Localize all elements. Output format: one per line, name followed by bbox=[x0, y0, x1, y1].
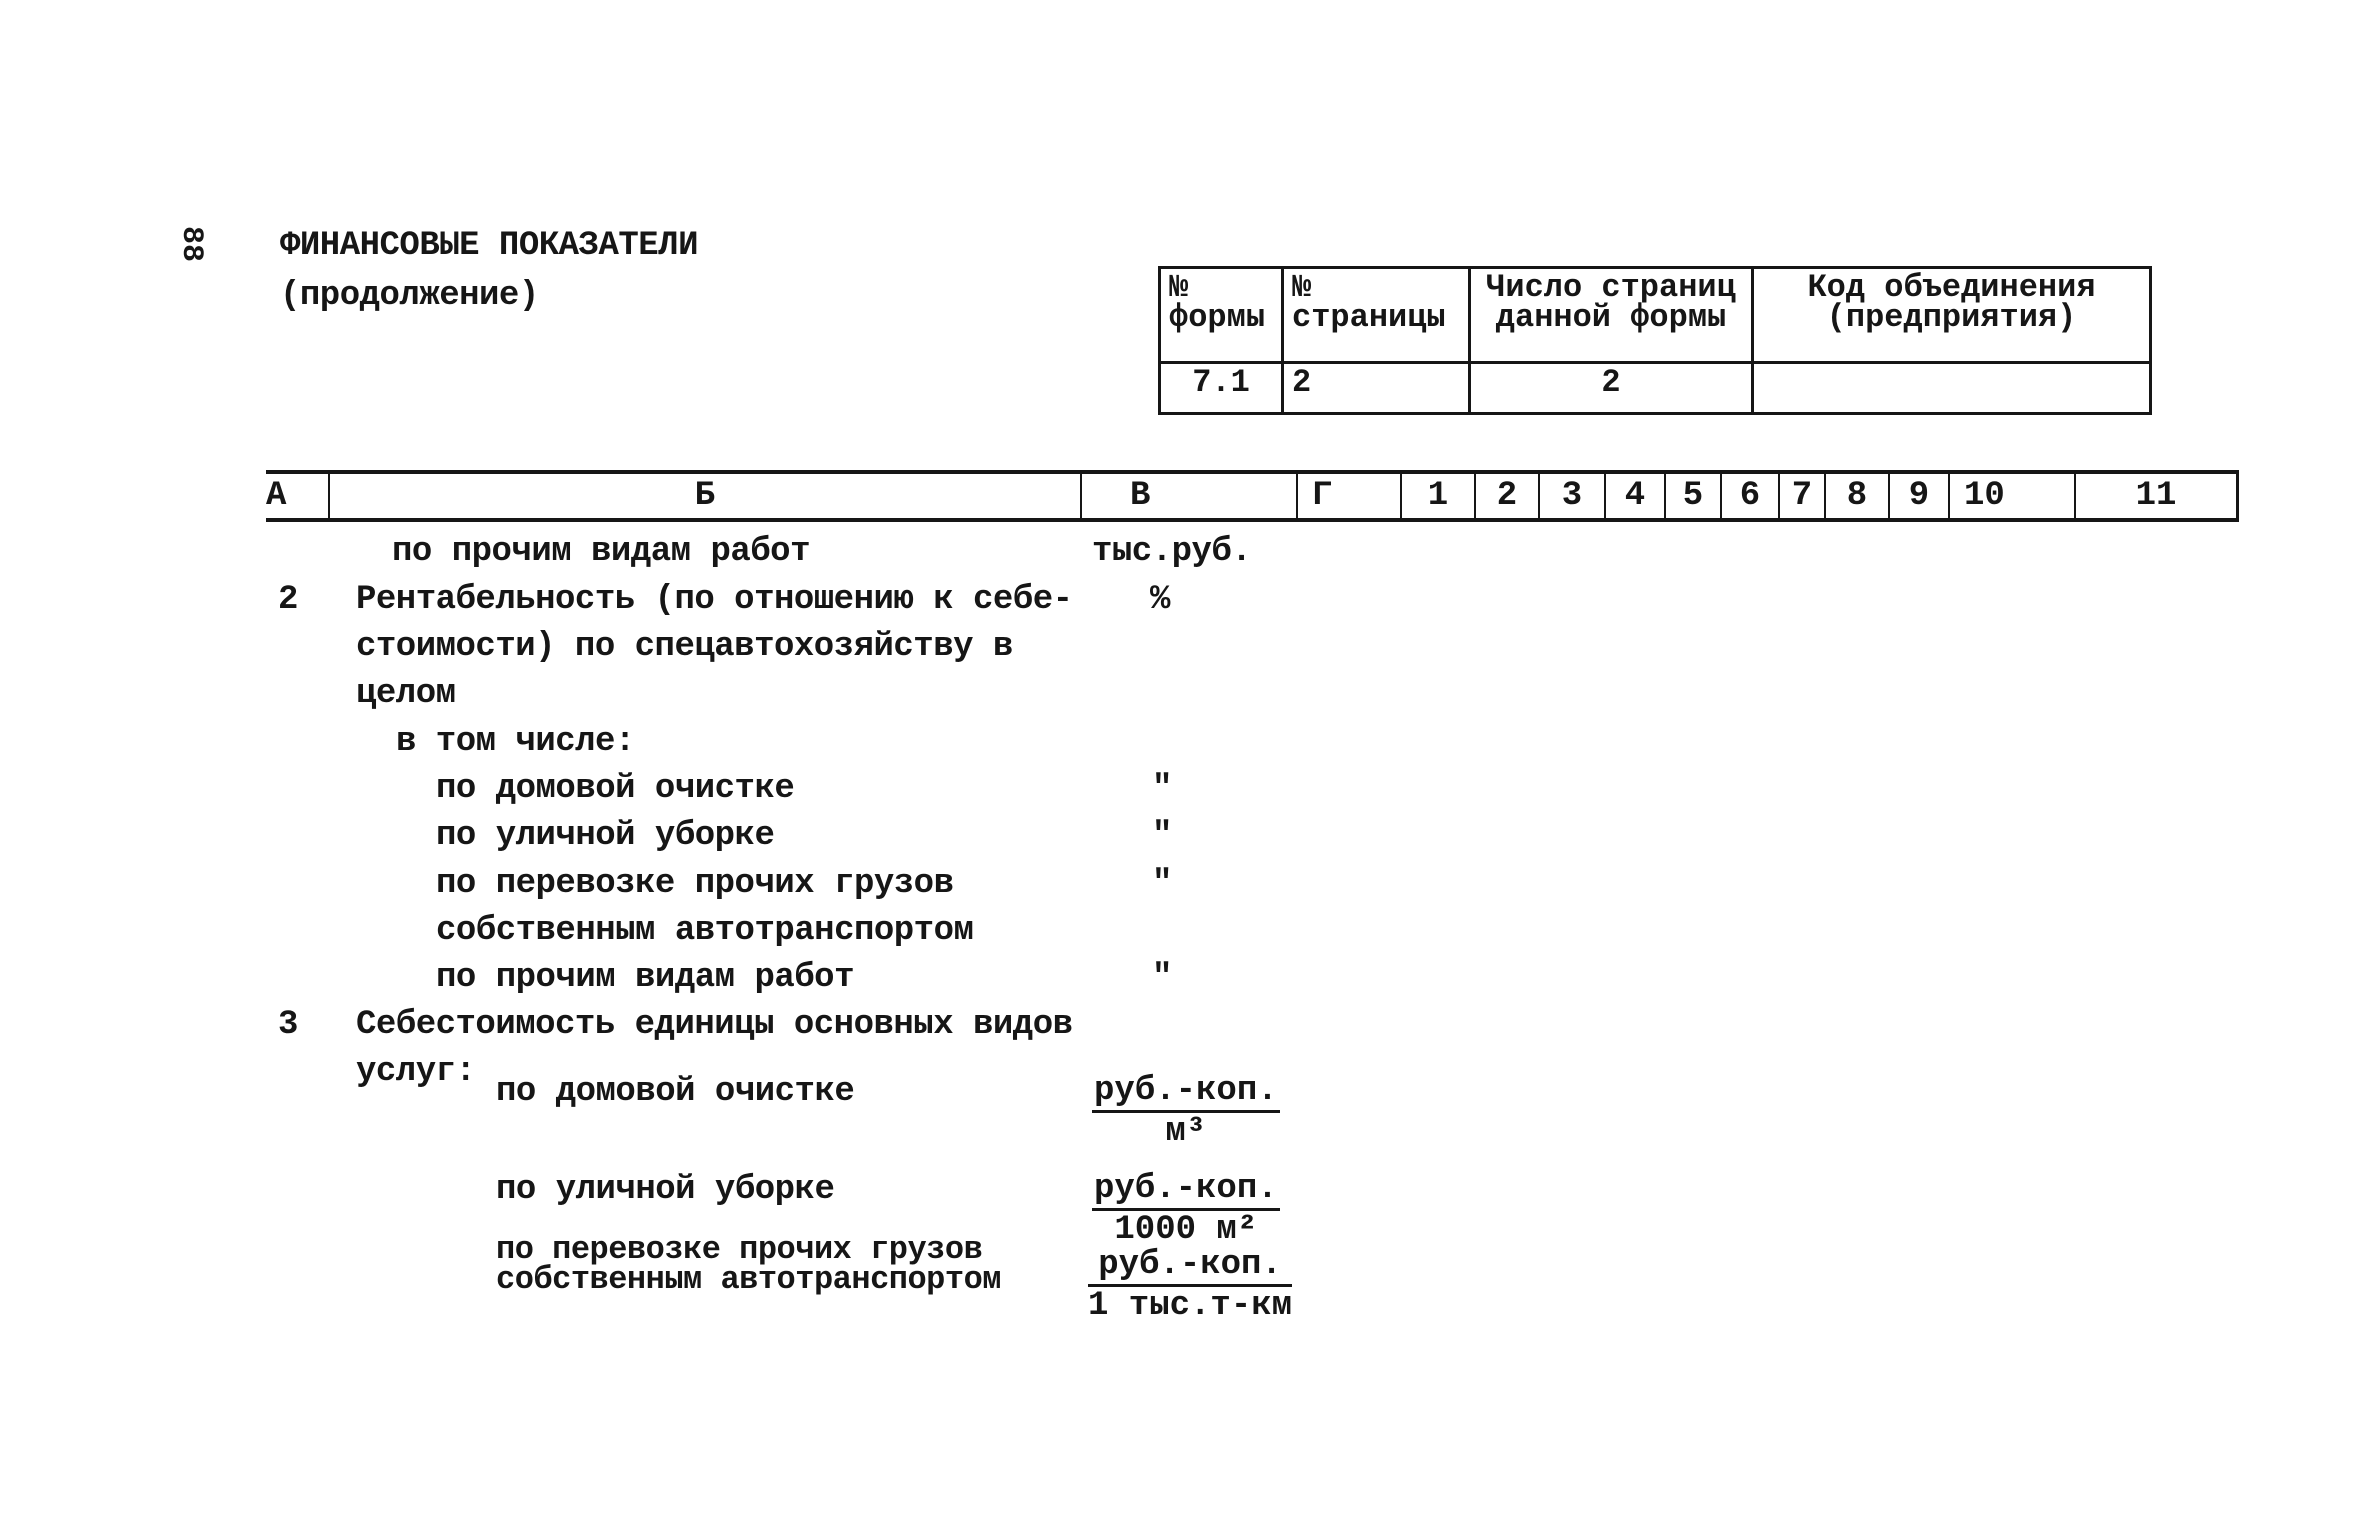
page-title: ФИНАНСОВЫЕ ПОКАЗАТЕЛИ bbox=[280, 227, 698, 265]
form-info-header-row bbox=[1160, 268, 2151, 363]
association-code-value bbox=[1753, 363, 2151, 414]
row-cargo-line1: по перевозке прочих грузов bbox=[436, 865, 954, 903]
row-2-number: 2 bbox=[278, 581, 298, 619]
column-header-8: 8 bbox=[1825, 472, 1889, 520]
row-unit-cost-line2: услуг: bbox=[356, 1053, 476, 1091]
column-header-row bbox=[266, 472, 2238, 520]
column-header-3: 3 bbox=[1539, 472, 1605, 520]
unit-cost-house-unit-numerator: руб.-коп. bbox=[1092, 1072, 1280, 1113]
page-subtitle: (продолжение) bbox=[280, 277, 539, 315]
row-unit-cost-line1: Себестоимость единицы основных видов bbox=[356, 1006, 1073, 1044]
row-profitability-unit: % bbox=[1150, 581, 1170, 619]
column-header-11: 11 bbox=[2075, 472, 2238, 520]
column-header-2: 2 bbox=[1475, 472, 1539, 520]
column-header-5: 5 bbox=[1665, 472, 1721, 520]
page-count-value: 2 bbox=[1470, 363, 1753, 414]
column-header-7: 7 bbox=[1779, 472, 1825, 520]
form-number-value: 7.1 bbox=[1160, 363, 1283, 414]
unit-cost-street-unit-numerator: руб.-коп. bbox=[1092, 1170, 1280, 1211]
association-code-header: Код объединения (предприятия) bbox=[1753, 268, 2151, 363]
row-other-work-unit: тыс.руб. bbox=[1092, 533, 1252, 571]
row-unit-cost-cargo-line1: по перевозке прочих грузов bbox=[496, 1231, 983, 1268]
column-header-1: 1 bbox=[1401, 472, 1475, 520]
column-header-6: 6 bbox=[1721, 472, 1779, 520]
row-street-cleaning-unit: " bbox=[1152, 817, 1172, 855]
row-profitability-line2: стоимости) по спецавтохозяйству в bbox=[356, 628, 1013, 666]
page-count-header: Число страниц данной формы bbox=[1470, 268, 1753, 363]
page-number-value: 2 bbox=[1283, 363, 1470, 414]
unit-cost-cargo-unit-numerator: руб.-коп. bbox=[1088, 1246, 1292, 1287]
column-header-a: А bbox=[266, 472, 329, 520]
row-other-work-label: по прочим видам работ bbox=[392, 533, 810, 571]
row-cargo-unit: " bbox=[1152, 865, 1172, 903]
unit-cost-street-unit bbox=[1092, 1170, 1280, 1249]
column-header-10: 10 bbox=[1949, 472, 2075, 520]
column-header-b: Б bbox=[329, 472, 1081, 520]
unit-cost-street-unit-denominator: 1000 м² bbox=[1114, 1211, 1258, 1249]
unit-cost-cargo-unit bbox=[1088, 1246, 1292, 1325]
unit-cost-house-unit bbox=[1092, 1072, 1280, 1151]
column-header-strip bbox=[266, 470, 2239, 522]
row-house-cleaning-label: по домовой очистке bbox=[436, 770, 795, 808]
row-3-number: 3 bbox=[278, 1006, 298, 1044]
row-profitability-line1: Рентабельность (по отношению к себе- bbox=[356, 581, 1073, 619]
row-unit-cost-street-label: по уличной уборке bbox=[496, 1171, 835, 1209]
column-header-9: 9 bbox=[1889, 472, 1949, 520]
unit-cost-cargo-unit-denominator: 1 тыс.т-км bbox=[1088, 1287, 1293, 1325]
row-other-work2-label: по прочим видам работ bbox=[436, 959, 854, 997]
row-house-cleaning-unit: " bbox=[1152, 770, 1172, 808]
page-number-header: № страницы bbox=[1283, 268, 1470, 363]
column-header-4: 4 bbox=[1605, 472, 1665, 520]
row-including-label: в том числе: bbox=[396, 723, 635, 761]
row-other-work2-unit: " bbox=[1152, 959, 1172, 997]
row-profitability-line3: целом bbox=[356, 675, 456, 713]
row-cargo-line2: собственным автотранспортом bbox=[436, 912, 974, 950]
row-street-cleaning-label: по уличной уборке bbox=[436, 817, 775, 855]
form-info-table bbox=[1158, 266, 2152, 415]
column-header-v: В bbox=[1081, 472, 1297, 520]
column-header-g: Г bbox=[1297, 472, 1401, 520]
unit-cost-house-unit-denominator: м³ bbox=[1165, 1113, 1207, 1151]
row-unit-cost-house-label: по домовой очистке bbox=[496, 1073, 855, 1111]
form-number-header: № формы bbox=[1160, 268, 1283, 363]
form-info-value-row bbox=[1160, 363, 2151, 414]
page-number: 88 bbox=[174, 226, 208, 263]
row-unit-cost-cargo-line2: собственным автотранспортом bbox=[496, 1261, 1001, 1298]
